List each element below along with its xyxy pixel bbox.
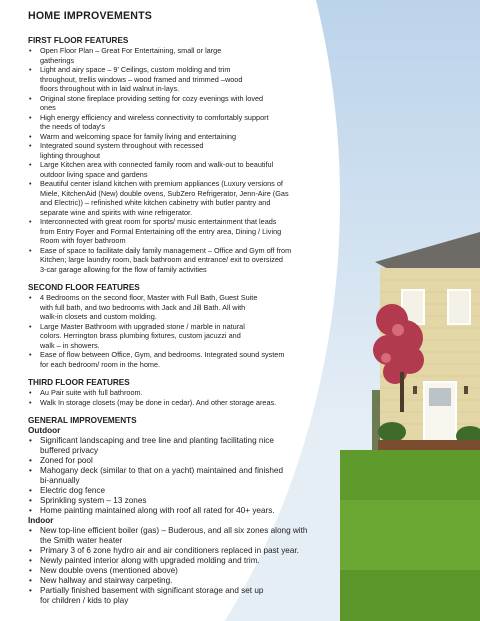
list-item: • Original stone fireplace providing setting for cozy evenings with loved ones	[28, 94, 358, 113]
second-floor-list	[28, 293, 358, 369]
list-item: • New hallway and stairway carpeting.	[28, 576, 358, 586]
third-floor-heading: THIRD FLOOR FEATURES	[28, 378, 130, 387]
page-title: HOME IMPROVEMENTS	[28, 10, 153, 22]
list-item: • Primary 3 of 6 zone hydro air and air conditioners replaced in past year.	[28, 546, 358, 556]
list-item: • New double ovens (mentioned above)	[28, 566, 358, 576]
outdoor-heading: Outdoor	[28, 426, 61, 435]
list-item: • Open Floor Plan – Great For Entertaining, small or large gatherings	[28, 46, 358, 65]
list-item: • Large Kitchen area with connected family room and walk-out to beautiful outdoor living space and gardens	[28, 160, 358, 179]
list-item: • Significant landscaping and tree line and planting facilitating nice buffered privacy	[28, 436, 358, 456]
indoor-heading: Indoor	[28, 516, 54, 525]
list-item: • Walk In storage closets (may be done in cedar). And other storage areas.	[28, 398, 358, 408]
outdoor-list	[28, 436, 358, 516]
first-floor-heading: FIRST FLOOR FEATURES	[28, 36, 129, 45]
list-item: • Electric dog fence	[28, 486, 358, 496]
list-item: • Warm and welcoming space for family living and entertaining	[28, 132, 358, 142]
second-floor-heading: SECOND FLOOR FEATURES	[28, 283, 140, 292]
list-item: • Integrated sound system throughout with recessed lighting throughout	[28, 141, 358, 160]
list-item: • Zoned for pool	[28, 456, 358, 466]
third-floor-list	[28, 388, 358, 407]
list-item: • Home painting maintained along with roof all rated for 40+ years.	[28, 506, 358, 516]
general-heading: GENERAL IMPROVEMENTS	[28, 416, 137, 425]
list-item: • High energy efficiency and wireless connectivity to comfortably support the needs of today's	[28, 113, 358, 132]
list-item: • 4 Bedrooms on the second floor, Master with Full Bath, Guest Suite with full bath, and two bedrooms with Jack and Jill Bath. All with walk-in closets and custom molding.	[28, 293, 358, 322]
list-item: • Light and airy space – 9' Ceilings, custom molding and trim throughout, trellis windows – wood framed and trimmed –wood floors throughout with in laid walnut in-lays.	[28, 65, 358, 94]
list-item: • Au Pair suite with full bathroom.	[28, 388, 358, 398]
list-item: • Partially finished basement with significant storage and set up for children / kids to play	[28, 586, 358, 606]
list-item: • Beautiful center island kitchen with premium appliances (Luxury versions of Miele, KitchenAid (New) double ovens, SubZero Refrigerator, Jenn-Aire (Gas and Electric)) – refinished white kitchen cabinetry with butler pantry and separate wine and spirits with wine refrigerator.	[28, 179, 358, 217]
first-floor-list	[28, 46, 358, 274]
indoor-list	[28, 526, 358, 606]
list-item: • Newly painted interior along with upgraded molding and trim.	[28, 556, 358, 566]
list-item: • New top-line efficient boiler (gas) – Buderous, and all six zones along with the Smith water heater	[28, 526, 358, 546]
list-item: • Ease of flow between Office, Gym, and bedrooms. Integrated sound system for each bedroom/ room in the home.	[28, 350, 358, 369]
list-item: • Mahogany deck (similar to that on a yacht) maintained and finished bi-annually	[28, 466, 358, 486]
list-item: • Sprinkling system – 13 zones	[28, 496, 358, 506]
list-item: • Interconnected with great room for sports/ music entertainment that leads from Entry Foyer and Formal Entertaining off the entry area, Dining / Living Room with foyer bathroom	[28, 217, 358, 246]
list-item: • Ease of space to facilitate daily family management – Office and Gym off from Kitchen; large laundry room, back bathroom and entrance/ exit to oversized 3-car garage allowing for the flow of family activities	[28, 246, 358, 275]
list-item: • Large Master Bathroom with upgraded stone / marble in natural colors. Herrington brass plumbing fixtures, custom jacuzzi and walk – in showers.	[28, 322, 358, 351]
